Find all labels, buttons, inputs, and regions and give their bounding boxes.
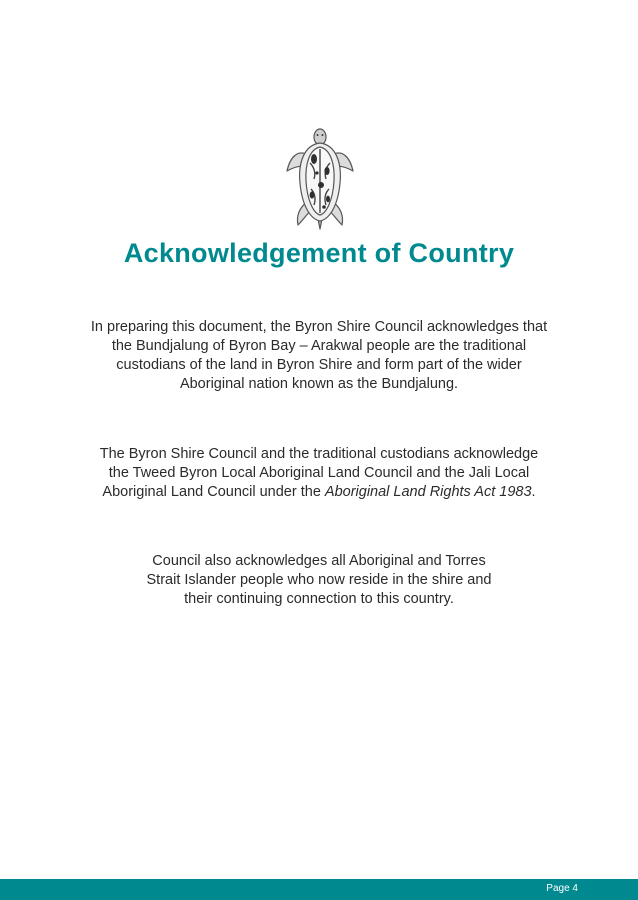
paragraph-torres-strait [40,552,598,609]
paragraph-line: the Tweed Byron Local Aboriginal Land Council and the Jali Local [108,465,530,481]
paragraph-line: The Byron Shire Council and the traditional custodians acknowledge [99,446,539,462]
paragraph-land-councils [40,445,598,502]
act-name: Aboriginal Land Rights Act 1983 [324,484,532,500]
paragraph-line: Aboriginal nation known as the Bundjalung. [179,376,459,392]
paragraph-line: the Bundjalung of Byron Bay – Arakwal people are the traditional [111,338,527,354]
turtle-icon [284,127,356,231]
paragraph-text: . [531,484,536,500]
page-number: Page 4 [546,883,578,894]
paragraph-line: Strait Islander people who now reside in the shire and [146,572,492,588]
paragraph-line [40,483,598,502]
page-title: Acknowledgement of Country [123,238,515,268]
paragraph-acknowledgement [40,318,598,394]
paragraph-line: Council also acknowledges all Aboriginal and Torres [152,553,486,569]
footer-bar [0,879,638,900]
paragraph-line: In preparing this document, the Byron Shire Council acknowledges that [90,319,548,335]
paragraph-line: their continuing connection to this country. [184,591,454,607]
turtle-logo [284,127,356,231]
paragraph-text: Aboriginal Land Council under the [102,484,325,500]
paragraph-line: custodians of the land in Byron Shire and form part of the wider [116,357,522,373]
